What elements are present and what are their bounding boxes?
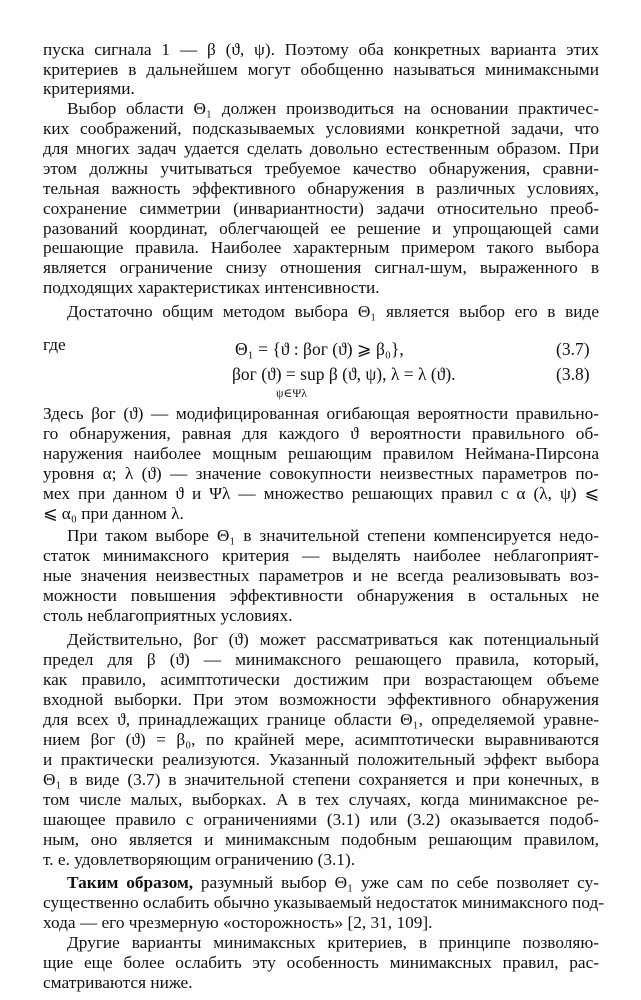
text-line: наружения наиболее мощным решающим правилом Неймана-Пирсона [43, 444, 599, 463]
text-line: Выбор области Θ₁ должен производиться на основании практичес- [67, 99, 599, 118]
text-line: пуска сигнала 1 — β (ϑ, ψ). Поэтому оба конкретных варианта этих [43, 40, 599, 59]
text-line: разований координат, облегчающей ее решение и упрощающей сами [43, 219, 599, 238]
text-line: хода — его чрезмерную «осторожность» [2, 31, 109]. [43, 913, 433, 932]
text-line: ких соображений, подсказываемых условиями конкретной задачи, что [43, 119, 599, 138]
text-line-bold-lead [67, 873, 599, 893]
text-line: предел для β (ϑ) — минимаксного решающего правила, который, [43, 650, 599, 669]
text-line: Действительно, βог (ϑ) может рассматриваться как потенциальный [67, 630, 599, 649]
bold-lead: Таким образом, [67, 873, 194, 892]
text-line: т. е. удовлетворяющим ограничению (3.1). [43, 850, 356, 869]
text-line: сматриваются ниже. [43, 973, 193, 992]
text-line: как правило, асимптотически достижим при возрастающем объеме [43, 670, 599, 689]
text-line: ным, оно является и минимаксным подобным решающим правилом, [43, 830, 599, 849]
text-line: входной выборки. При этом возможности эффективного обнаружения [43, 690, 599, 709]
text-line: можности повышения эффективности обнаружения в остальных не [43, 586, 599, 605]
text-line: подходящих характеристиках интенсивности. [43, 278, 380, 297]
text-line: При таком выборе Θ₁ в значительной степени компенсируется недо- [67, 526, 599, 545]
text-line: го обнаружения, равная для каждого ϑ вероятности правильного об- [43, 424, 599, 443]
equation-number-3-8: (3.8) [556, 364, 590, 384]
text-line: сохранение симметрии (инвариантности) задачи относительно преоб- [43, 199, 599, 218]
text-line: Здесь βог (ϑ) — модифицированная огибающая вероятности правильно- [43, 404, 599, 423]
text-line: Другие варианты минимаксных критериев, в принципе позволяю- [67, 933, 599, 952]
text-line: и практически реализуются. Указанный положительный эффект выбора [43, 750, 599, 769]
text-line: столь неблагоприятных условиях. [43, 606, 293, 625]
text-line: критериями. [43, 79, 135, 98]
formula-3-8-subscript: ψ∈Ψλ [276, 386, 308, 400]
text-line: том числе малых, выборках. А в тех случаях, когда минимаксное ре- [43, 790, 599, 809]
text-line: ⩽ α₀ при данном λ. [43, 504, 184, 523]
text-line: тельная важность эффективного обнаружения в различных условиях, [43, 179, 599, 198]
text-line: шающее правило с ограничениями (3.1) или (3.2) оказывается подоб- [43, 810, 599, 829]
text-line: существенно ослабить обычно указываемый недостаток минимаксного под- [43, 893, 605, 912]
text-line: мех при данном ϑ и Ψλ — множество решающих правил с α (λ, ψ) ⩽ [43, 484, 599, 503]
bold-line-rest: разумный выбор Θ₁ уже сам по себе позволяет су- [193, 873, 599, 892]
formula-3-7: Θ₁ = {ϑ : βог (ϑ) ⩾ β₀}, [235, 339, 404, 359]
formula-3-8: βог (ϑ) = sup β (ϑ, ψ), λ = λ (ϑ). [232, 364, 456, 384]
text-line: для многих задач удается сделать довольно естественным образом. При [43, 139, 599, 158]
where-label: где [43, 335, 66, 354]
text-line: критериев в дальнейшем могут обобщенно называться минимаксными [43, 60, 599, 79]
text-line: ные значения неизвестных параметров и не всегда реализовывать воз- [43, 566, 599, 585]
text-line: этом должны учитываться требуемое качество обнаружения, сравни- [43, 159, 599, 178]
text-line: решающие правила. Наиболее характерным примером такого выбора [43, 238, 599, 257]
text-line: уровня α; λ (ϑ) — значение совокупности неизвестных параметров по- [43, 464, 600, 483]
text-line: для всех ϑ, принадлежащих границе области Θ₁, определяемой уравне- [43, 710, 599, 729]
text-line: Достаточно общим методом выбора Θ₁ является выбор его в виде [67, 302, 599, 321]
text-line: нием βог (ϑ) = β₀, по крайней мере, асимптотически выравниваются [43, 730, 599, 749]
text-line: статок минимаксного критерия — выделять наиболее неблагоприят- [43, 546, 599, 565]
equation-number-3-7: (3.7) [556, 339, 590, 359]
text-line: является ограничение снизу отношения сигнал-шум, выраженного в [43, 258, 599, 277]
text-line: Θ₁ в виде (3.7) в значительной степени сохраняется и при конечных, в [43, 770, 599, 789]
text-line: щие еще более ослабить эту особенность минимаксных правил, рас- [43, 953, 599, 972]
